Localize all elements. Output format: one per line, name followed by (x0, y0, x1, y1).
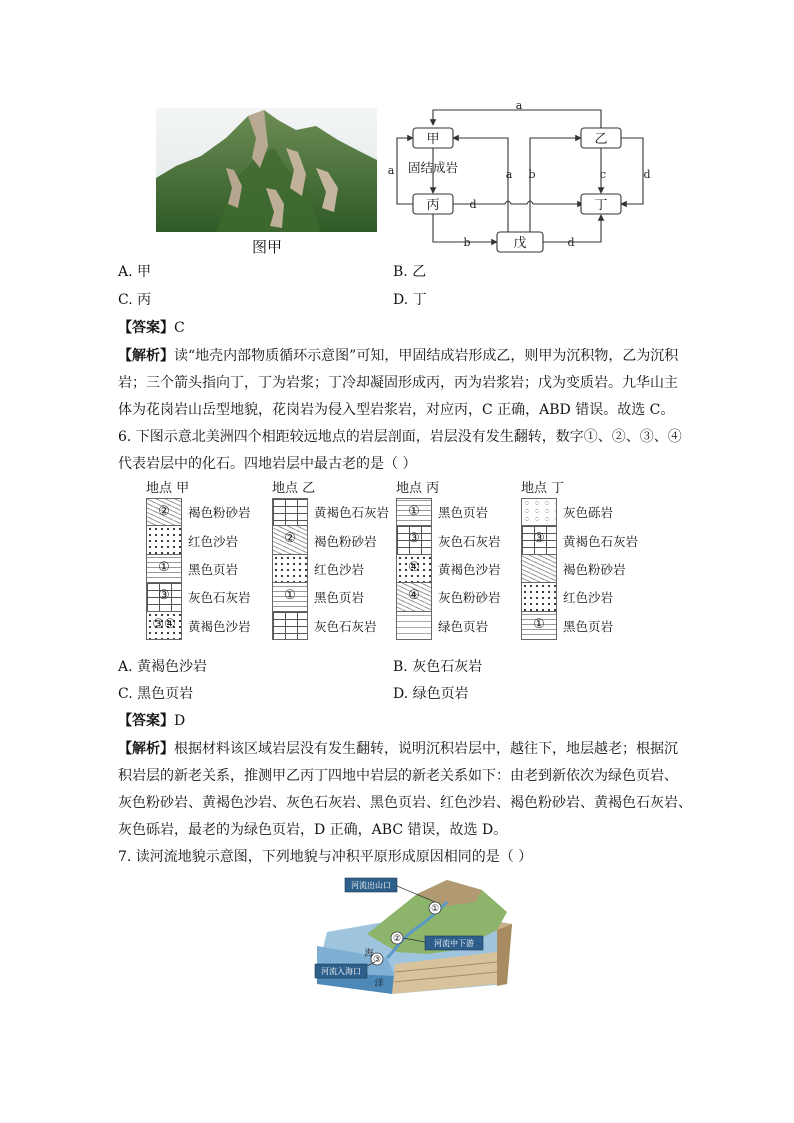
stratum-box (521, 526, 557, 554)
fossil-mark: ③④ (152, 616, 176, 632)
q5-analysis-line-3: 体为花岗岩山岳型地貌，花岗岩为侵入型岩浆岩，对应丙，C 正确，ABD 错误。故选 C。 (118, 402, 675, 418)
fossil-mark: ③ (533, 531, 545, 547)
stratum-label: 黄褐色沙岩 (188, 618, 251, 634)
stratum-label: 黑色页岩 (563, 618, 614, 634)
fossil-mark: ② (284, 531, 296, 547)
stratum-label: 红色沙岩 (314, 561, 365, 577)
fossil-mark: ① (284, 588, 296, 604)
stratum-label: 灰色砾岩 (563, 505, 614, 521)
fossil-mark: ① (533, 616, 545, 632)
stratum-label: 黑色页岩 (188, 561, 239, 577)
q5-analysis-line-2: 岩；三个箭头指向丁，丁为岩浆；丁冷却凝固形成丙，丙为岩浆岩；戊为变质岩。九华山主 (118, 375, 678, 391)
q6-option-a: A. 黄褐色沙岩 (118, 659, 208, 675)
node-wu: 戊 (513, 236, 527, 251)
fossil-mark: ③ (408, 531, 420, 547)
stratum-box (272, 555, 308, 583)
stratum-box (396, 555, 432, 583)
strata-column-bing (396, 480, 521, 640)
stratum-box (272, 498, 308, 526)
node-jia: 甲 (426, 132, 440, 147)
stratum-box (396, 612, 432, 640)
q6-analysis-line-4: 灰色砾岩，最老的为绿色页岩，D 正确，ABC 错误，故选 D。 (118, 822, 508, 838)
fossil-mark: ④ (408, 588, 420, 604)
stratum-label: 黄褐色石灰岩 (314, 505, 390, 521)
label-estuary: 河流入海口 (321, 967, 361, 976)
process-label: 固结成岩 (407, 160, 459, 175)
strata-column-yi (272, 480, 397, 640)
stratum-box (396, 498, 432, 526)
fossil-mark: ④ (408, 559, 420, 575)
analysis-tag: 【解析】 (118, 741, 174, 757)
q6-answer (118, 711, 185, 731)
stratum-box (396, 526, 432, 554)
column-title: 地点 丙 (396, 481, 440, 496)
marker-2: ② (392, 934, 402, 944)
answer-tag: 【答案】 (118, 713, 174, 729)
strata-column-jia (146, 480, 271, 640)
stratum-label: 黑色页岩 (438, 505, 489, 521)
q6-analysis-line-2: 积岩层的新老关系，推测甲乙丙丁四地中岩层的新老关系如下：由老到新依次为绿色页岩、 (118, 768, 678, 784)
fossil-mark: ① (408, 504, 420, 519)
stratum-label: 红色沙岩 (188, 533, 239, 549)
analysis-text: 读“地壳内部物质循环示意图”可知，甲固结成岩形成乙，则甲为沉积物，乙为沉积 (174, 348, 679, 364)
q5-option-c: C. 丙 (118, 292, 152, 308)
node-bing: 丙 (426, 198, 440, 213)
stratum-box (521, 583, 557, 611)
arrow-label-a-top: a (515, 100, 523, 112)
stratum-box (521, 612, 557, 640)
q5-option-b: B. 乙 (393, 264, 427, 280)
q6-option-c: C. 黑色页岩 (118, 686, 194, 702)
stratum-box (521, 555, 557, 583)
mountain-photo (156, 108, 377, 232)
fossil-mark: ① (158, 559, 170, 575)
q6-stem-line-1: 6. 下图示意北美洲四个相距较远地点的岩层剖面，岩层没有发生翻转，数字①、②、③、④ (118, 429, 682, 445)
stratum-label: 褐色粉砂岩 (188, 505, 251, 521)
analysis-tag: 【解析】 (118, 348, 174, 364)
column-title: 地点 甲 (146, 481, 190, 496)
arrow-label-d-right: d (643, 168, 651, 181)
stratum-label: 绿色页岩 (438, 618, 489, 634)
river-landform-diagram (307, 872, 512, 994)
stratum-box (396, 583, 432, 611)
analysis-text: 根据材料该区域岩层没有发生翻转，说明沉积岩层中，越往下，地层越老；根据沉 (174, 741, 678, 757)
stratum-box (521, 498, 557, 526)
q5-option-a: A. 甲 (118, 264, 152, 280)
label-sea: 海 (364, 949, 374, 959)
stratum-box (272, 583, 308, 611)
rock-cycle-diagram (385, 100, 665, 260)
arrow-label-d-mid: d (469, 198, 477, 211)
answer-value: D (174, 713, 186, 729)
column-title: 地点 丁 (521, 481, 565, 496)
photo-caption: 图甲 (252, 238, 283, 256)
q6-option-d: D. 绿色页岩 (393, 686, 469, 702)
q5-analysis-line-1 (118, 346, 678, 366)
stratum-box (146, 555, 182, 583)
stratum-box (272, 612, 308, 640)
node-ding: 丁 (594, 198, 608, 213)
q5-answer (118, 318, 185, 338)
marker-1: ① (430, 904, 440, 914)
stratum-label: 灰色石灰岩 (188, 590, 251, 606)
fossil-mark: ③ (158, 588, 170, 604)
marker-3: ③ (372, 955, 382, 965)
stratum-box (146, 526, 182, 554)
answer-value: C (174, 320, 185, 336)
arrow-label-b-mid: b (528, 168, 536, 181)
arrow-label-b-bottom: b (463, 236, 471, 249)
strata-column-ding (521, 480, 646, 640)
arrow-label-a-left: a (387, 164, 395, 177)
label-ocean: 洋 (374, 979, 384, 989)
stratum-label: 褐色粉砂岩 (314, 533, 377, 549)
q6-analysis-line-3: 灰色粉砂岩、黄褐色沙岩、灰色石灰岩、黑色页岩、红色沙岩、褐色粉砂岩、黄褐色石灰岩、 (118, 795, 692, 811)
fossil-mark: ② (158, 504, 170, 519)
q6-analysis-line-1 (118, 739, 678, 759)
stratum-label: 黄褐色沙岩 (438, 561, 501, 577)
stratum-label: 灰色石灰岩 (438, 533, 501, 549)
arrow-label-a-mid: a (505, 168, 513, 181)
node-yi: 乙 (594, 132, 608, 147)
stratum-box (146, 612, 182, 640)
q7-stem: 7. 读河流地貌示意图，下列地貌与冲积平原形成原因相同的是（ ） (118, 849, 533, 865)
q5-option-d: D. 丁 (393, 292, 427, 308)
answer-tag: 【答案】 (118, 320, 174, 336)
stratum-label: 黑色页岩 (314, 590, 365, 606)
label-mid-lower: 河流中下游 (434, 939, 474, 948)
stratum-label: 灰色石灰岩 (314, 618, 377, 634)
stratum-label: 红色沙岩 (563, 590, 614, 606)
q6-option-b: B. 灰色石灰岩 (393, 659, 483, 675)
stratum-label: 灰色粉砂岩 (438, 590, 501, 606)
label-mountain-outlet: 河流出山口 (351, 881, 391, 890)
stratum-box (272, 526, 308, 554)
column-title: 地点 乙 (272, 481, 316, 496)
stratum-label: 褐色粉砂岩 (563, 561, 626, 577)
stratum-box (146, 583, 182, 611)
stratum-label: 黄褐色石灰岩 (563, 533, 639, 549)
arrow-label-c: c (599, 168, 607, 181)
stratum-box (146, 498, 182, 526)
arrow-label-d-bottom: d (567, 236, 575, 249)
q6-stem-line-2: 代表岩层中的化石。四地岩层中最古老的是（ ） (118, 456, 417, 472)
